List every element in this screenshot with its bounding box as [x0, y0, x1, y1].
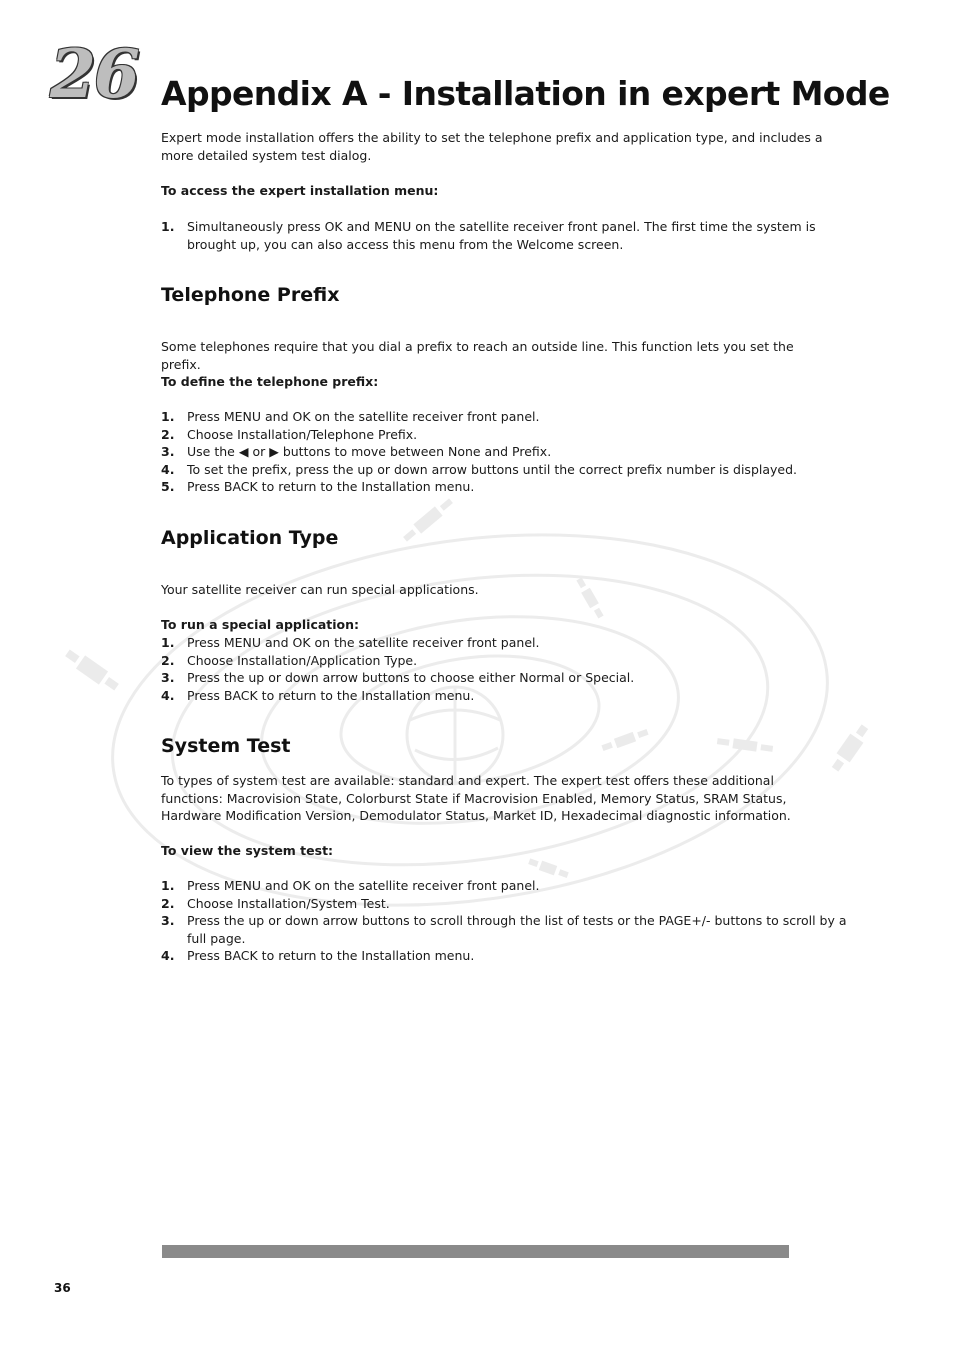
page-number: 36 [54, 1281, 71, 1295]
step-number: 4. [161, 687, 175, 703]
step-text: Choose Installation/Telephone Prefix. [187, 426, 418, 442]
list-item [161, 218, 856, 253]
intro-steps [161, 218, 856, 253]
left-arrow-icon: ◀ [238, 444, 249, 459]
right-arrow-icon: ▶ [269, 444, 279, 459]
telephone-prefix-paragraph: Some telephones require that you dial a prefix to reach an outside line. This function lets you set the prefix. [161, 339, 794, 372]
section-heading-system-test: System Test [161, 735, 291, 757]
chapter-number: 26 [50, 35, 138, 113]
list-item [161, 877, 856, 895]
list-item [161, 947, 856, 965]
footer-bar [162, 1245, 789, 1258]
step-number: 4. [161, 461, 175, 477]
step-text: Press MENU and OK on the satellite receiver front panel. [187, 409, 540, 424]
step-text: Choose Installation/Application Type. [187, 652, 418, 668]
telephone-prefix-steps [161, 408, 856, 496]
step-text-after: buttons to move between None and Prefix. [282, 444, 552, 459]
step-text: Choose Installation/System Test. [187, 895, 390, 911]
step-number: 2. [161, 426, 175, 442]
step-text: Press MENU and OK on the satellite receiver front panel. [187, 635, 540, 650]
list-item [161, 912, 856, 947]
step-text: Press BACK to return to the Installation menu. [187, 948, 475, 963]
list-item [161, 443, 856, 461]
application-type-paragraph: Your satellite receiver can run special applications. [161, 582, 479, 597]
system-test-lead: To view the system test: [161, 843, 334, 858]
application-type-steps [161, 634, 856, 704]
step-text: To set the prefix, press the up or down arrow buttons until the correct prefix number is displayed. [187, 461, 798, 477]
step-text: Press BACK to return to the Installation menu. [187, 687, 475, 703]
step-number: 4. [161, 948, 175, 963]
list-item [161, 478, 856, 496]
step-number: 3. [161, 444, 175, 459]
step-number: 3. [161, 670, 175, 685]
step-number: 5. [161, 479, 175, 494]
step-text-mid: or [252, 444, 266, 459]
telephone-prefix-lead: To define the telephone prefix: [161, 374, 379, 389]
step-number: 1. [161, 635, 175, 650]
intro-paragraph: Expert mode installation offers the ability to set the telephone prefix and application type, and includes a more detailed system test dialog. [161, 130, 823, 163]
section-heading-telephone-prefix: Telephone Prefix [161, 284, 340, 306]
list-item [161, 652, 856, 670]
list-item [161, 461, 856, 479]
step-text: Press the up or down arrow buttons to choose either Normal or Special. [187, 670, 635, 685]
section-heading-application-type: Application Type [161, 527, 339, 549]
list-item [161, 687, 856, 705]
list-item [161, 669, 856, 687]
list-item [161, 895, 856, 913]
step-number: 1. [161, 409, 175, 424]
list-item [161, 634, 856, 652]
application-type-lead: To run a special application: [161, 617, 360, 632]
step-text: Press the up or down arrow buttons to scroll through the list of tests or the PAGE+/- buttons to scroll by a full page. [187, 913, 847, 946]
step-number: 1. [161, 219, 175, 234]
list-item [161, 426, 856, 444]
step-number: 2. [161, 895, 175, 911]
step-number: 3. [161, 913, 175, 928]
step-text: Press MENU and OK on the satellite receiver front panel. [187, 878, 540, 893]
step-text-before: Use the [187, 444, 235, 459]
step-number: 2. [161, 652, 175, 668]
system-test-steps [161, 877, 856, 965]
system-test-paragraph: To types of system test are available: standard and expert. The expert test offers these additional functions: Macrovision State, Colorburst State if Macrovision Enabled, Memory Status, SRAM Status, Hardware Modification Version, Demodulator Status, Market ID, Hexadecimal diagnostic information. [161, 773, 791, 823]
step-number: 1. [161, 878, 175, 893]
step-text: Press BACK to return to the Installation menu. [187, 479, 475, 494]
page-title: Appendix A - Installation in expert Mode [161, 74, 890, 113]
intro-lead: To access the expert installation menu: [161, 183, 439, 198]
list-item [161, 408, 856, 426]
step-text: Simultaneously press OK and MENU on the satellite receiver front panel. The first time the system is brought up, you can also access this menu from the Welcome screen. [187, 219, 816, 252]
